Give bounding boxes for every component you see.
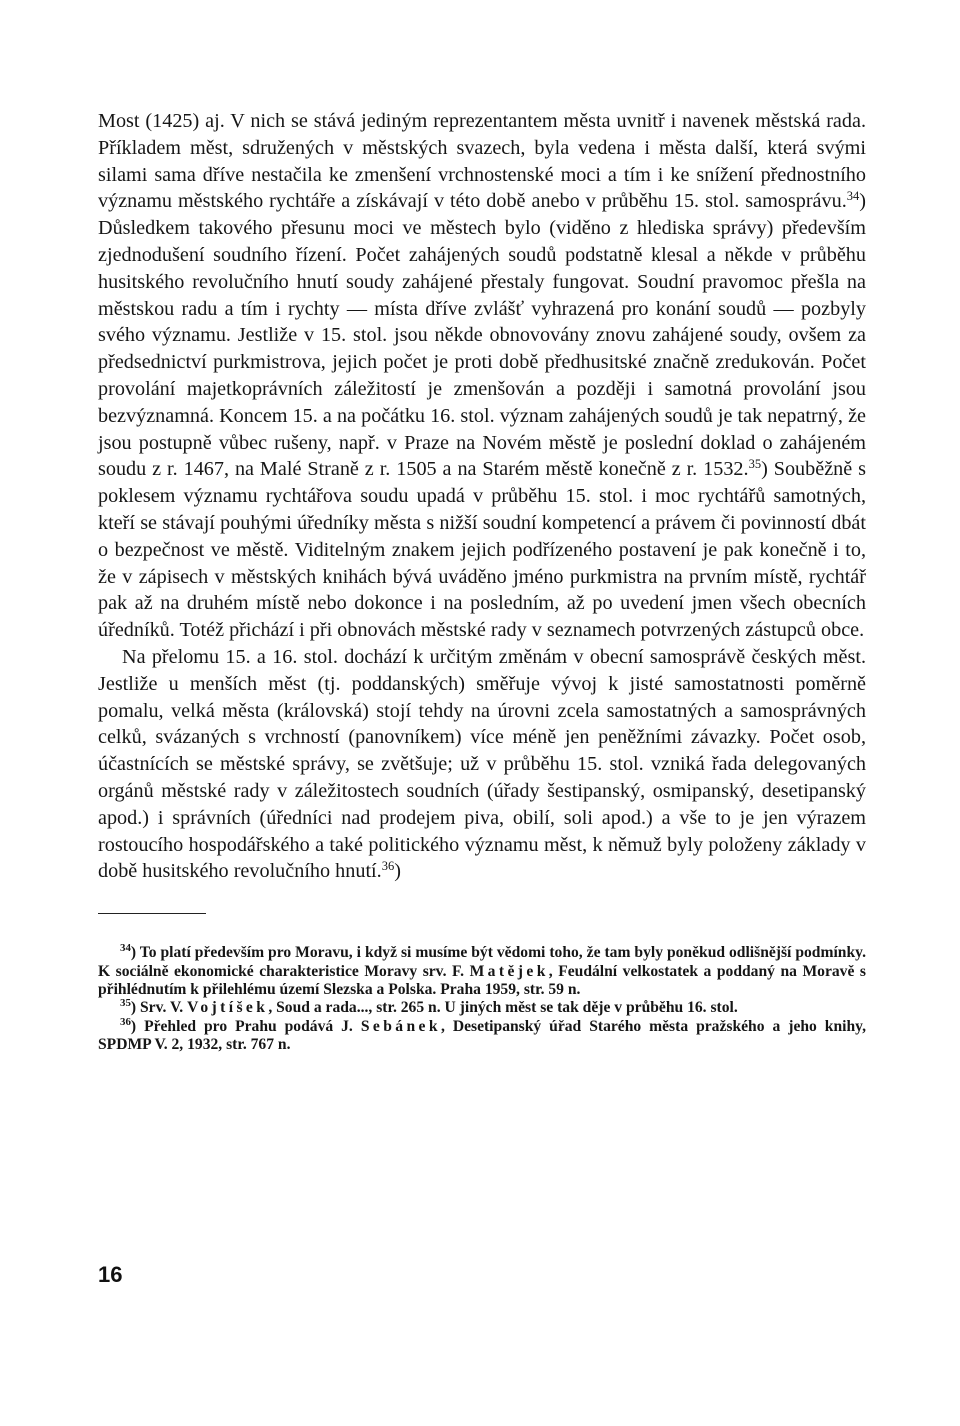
footnote-35-author: Vojtíšek bbox=[187, 999, 269, 1017]
footnote-ref-36[interactable]: 36 bbox=[381, 859, 395, 874]
page-content bbox=[98, 108, 866, 1055]
footnote-35-text-a: ) Srv. V. bbox=[130, 999, 188, 1017]
footnote-36 bbox=[98, 1015, 866, 1055]
footnote-36-text-a: ) Přehled pro Prahu podává J. bbox=[130, 1017, 361, 1035]
main-text bbox=[98, 108, 866, 885]
footnote-marker-34: 34 bbox=[120, 942, 131, 955]
footnote-36-author: Sebánek bbox=[360, 1017, 441, 1035]
footnote-ref-35[interactable]: 35 bbox=[748, 457, 762, 472]
footnote-ref-34[interactable]: 34 bbox=[846, 189, 860, 204]
footnote-35 bbox=[98, 999, 866, 1017]
footnote-34 bbox=[98, 944, 866, 999]
footnote-marker-36: 36 bbox=[120, 1015, 131, 1028]
paragraph-1-part-b: ) Důsledkem takového přesunu moci ve městech bylo (viděno z hlediska správy) především zjednodušení soudního řízení. Počet zahájených soudů podstatně klesal a někde v průběhu husitského revolučního hnutí soudy zahájené přestaly fungovat. Soudní pravomoc přešla na městskou radu a tím i rychty — místa dříve zvlášť vyhrazená pro konání soudů — pozbyly svého významu. Jestliže v 15. stol. jsou někde obnovovány znovu zahájené soudy, ovšem za předsednictví purkmistrova, jejich počet je proti době předhusitské značně zredukován. Počet provolání majetkoprávních záležitostí je zmenšován a později i samotná provolání jsou bezvýznamná. Koncem 15. a na počátku 16. stol. význam zahájených soudů je tak nepatrný, že jsou postupně vůbec rušeny, např. v Praze na Novém městě je poslední doklad o zahájeném soudu z r. 1467, na Malé Straně z r. 1505 a na Starém městě konečně z r. 1532. bbox=[98, 190, 866, 481]
footnote-34-text-b: , Feudální velkostatek a poddaný na Moravě s přihlédnutím k přilehlému území Slezska a Polska. Praha 1959, str. 59 n. bbox=[98, 962, 866, 998]
footnote-34-text-a: ) To platí především pro Moravu, i když si musíme být vědomi toho, že tam byly poněkud odlišnější podmínky. K sociálně ekonomické charakteristice Moravy srv. F. bbox=[98, 944, 866, 980]
footnotes bbox=[98, 944, 866, 1054]
paragraph-2 bbox=[98, 644, 866, 885]
footnote-35-text-b: , Soud a rada..., str. 265 n. U jiných měst se tak děje v průběhu 16. stol. bbox=[268, 999, 738, 1017]
footnote-34-author: Matějek bbox=[469, 962, 549, 980]
paragraph-1 bbox=[98, 108, 866, 644]
paragraph-1-part-c: ) Souběžně s poklesem významu rychtářova soudu upadá v průběhu 15. stol. i moc rychtářů samotných, kteří se stávají pouhými úředníky města s nižší soudní kompetencí a právem či povinností dbát o bezpečnost ve městě. Viditelným znakem jejich podřízeného postavení je pak konečně i to, že v zápisech v městských knihách bývá uváděno jméno purkmistra na prvním místě, rychtář pak až na druhém místě nebo dokonce i na posledním, až po uvedení jmen všech obecních úředníků. Totéž přichází i při obnovách městské rady v seznamech potvrzených zástupců obce. bbox=[98, 458, 866, 642]
paragraph-2-part-a: Na přelomu 15. a 16. stol. dochází k určitým změnám v obecní samosprávě českých měst. Jestliže u menších měst (tj. poddanských) směřuje vývoj k jisté samostatnosti poměrně pomalu, velká města (královská) stojí tehdy na úrovni zcela samostatných a samosprávných celků, svázaných s vrchností (panovníkem) více méně jen peněžními závazky. Počet osob, účastnících se městské správy, se zvětšuje; už v průběhu 15. stol. vzniká řada delegovaných orgánů městské rady v záležitostech soudních (úřady šestipanský, osmipanský, desetipanský apod.) i správních (úředníci nad prodejem piva, obilí, soli apod.) a vše to je jen výrazem rostoucího hospodářského a také politického významu měst, k němuž byly položeny základy v době husitského revolučního hnutí. bbox=[98, 645, 866, 883]
footnote-separator bbox=[98, 913, 206, 914]
footnote-marker-35: 35 bbox=[120, 997, 131, 1010]
page-number: 16 bbox=[98, 1262, 123, 1287]
footnote-36-text-b: , Desetipanský úřad Starého města pražského a jeho knihy, SPDMP V. 2, 1932, str. 767 n. bbox=[98, 1017, 866, 1054]
paragraph-1-part-a: Most (1425) aj. V nich se stává jediným reprezentantem města uvnitř i navenek městská rada. Příkladem měst, sdružených v městských svazech, byla vedena i města další, která svými silami sama dříve nestačila ke zmenšení vrchnostenské moci a tím i ke snížení přednostního významu městského rychtáře a získávají v této době anebo v průběhu 15. stol. samosprávu. bbox=[98, 110, 866, 213]
paragraph-2-part-b: ) bbox=[394, 860, 401, 883]
